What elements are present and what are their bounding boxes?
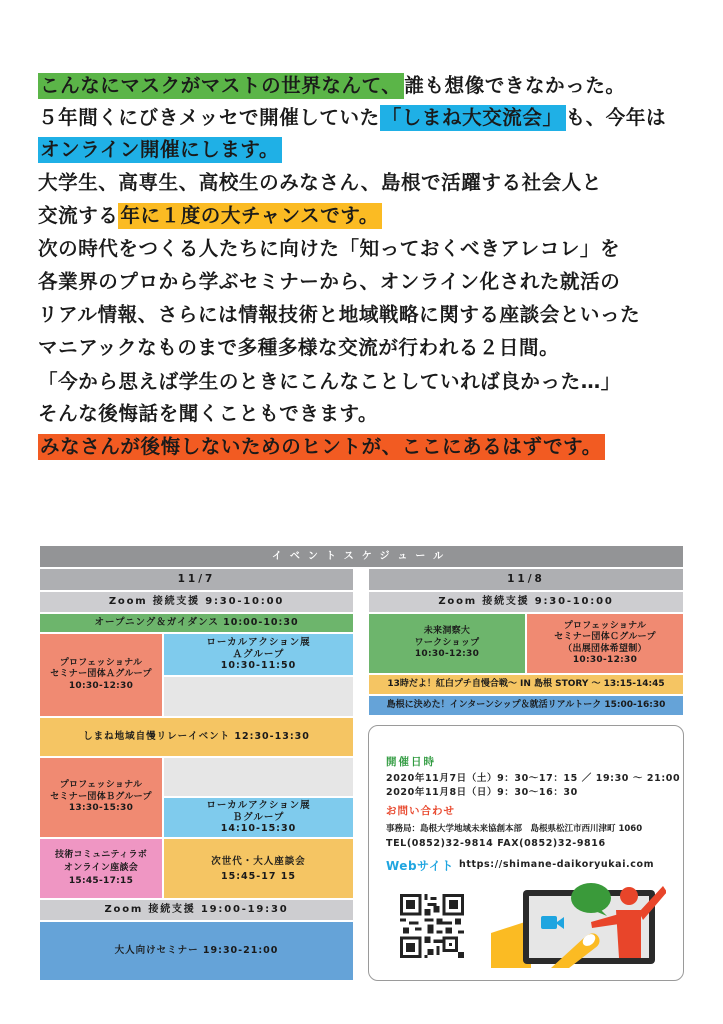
- day1-relay-event: しまね地域自慢リレーイベント 12:30-13:30: [40, 718, 353, 756]
- day1-next-gen-talk: 次世代・大人座談会 15:45-17 15: [164, 839, 353, 898]
- day1-adult-seminar: 大人向けセミナー 19:30-21:00: [40, 922, 353, 980]
- day1-tech-community: 技術コミュニティラボ オンライン座談会 15:45-17:15: [40, 839, 162, 898]
- highlight-yellow: 年に１度の大チャンスです。: [118, 203, 382, 229]
- intro-line-1: こんなにマスクがマストの世界なんて、 誰も想像できなかった。: [40, 74, 626, 97]
- intro-line-6: 次の時代をつくる人たちに向けた「知っておくべきアレコレ」を: [38, 237, 621, 260]
- day1-empty-slot-2: [164, 758, 353, 796]
- intro-line-12: [38, 434, 605, 460]
- day1-pro-seminar-b: プロフェッショナル セミナー団体Ｂグループ 13:30-15:30: [40, 758, 162, 837]
- day2-date: 11/8: [369, 569, 683, 590]
- day1-local-action-b: ローカルアクション展 Ｂグループ 14:10-15:30: [164, 798, 353, 837]
- contact-heading: お問い合わせ: [386, 805, 455, 817]
- intro-line-3: [38, 137, 282, 163]
- intro-line-5: 交流する 年に１度の大チャンスです。: [38, 203, 382, 229]
- phone-fax: TEL(0852)32-9814 FAX(0852)32-9816: [386, 838, 606, 849]
- intro-line-11: そんな後悔話を聞くこともできます。: [38, 402, 379, 425]
- dates-heading: 開催日時: [386, 756, 436, 768]
- day2-red-white-contest: 13時だよ！紅白プチ自慢合戦～ IN 島根 STORY ～ 13:15-14:45: [369, 675, 683, 694]
- office-address: 事務局：島根大学地域未来協創本部 島根県松江市西川津町 1060: [386, 824, 643, 834]
- intro-line-2: ５年間くにびきメッセで開催していた 「しまね大交流会」 も、今年は: [38, 106, 667, 129]
- day2-internship-talk: 島根に決めた！インターンシップ＆就活リアルトーク 15:00-16:30: [369, 696, 683, 715]
- intro-line-10: 「今から思えば学生のときにこんなことしていれば良かった…」: [38, 370, 621, 393]
- intro-line-9: マニアックなものまで多種多様な交流が行われる２日間。: [38, 336, 560, 359]
- day2-future-workshop: 未来洞察大 ワークショップ 10:30-12:30: [369, 614, 525, 673]
- web-url[interactable]: https://shimane-daikoryukai.com: [459, 859, 655, 870]
- day1-pro-seminar-a: プロフェッショナル セミナー団体Ａグループ 10:30-12:30: [40, 634, 162, 716]
- schedule-title: イベントスケジュール: [40, 546, 683, 567]
- day1-empty-slot-1: [164, 677, 353, 716]
- highlight-blue: 「しまね大交流会」: [380, 105, 566, 131]
- day1-local-action-a: ローカルアクション展 Ａグループ 10:30-11:50: [164, 634, 353, 675]
- day1-zoom-support-evening: Zoom 接続支援 19:00-19:30: [40, 900, 353, 920]
- intro-line-7: 各業界のプロから学ぶセミナーから、オンライン化された就活の: [38, 270, 621, 293]
- online-meeting-illustration: [491, 878, 666, 968]
- intro-line-4: 大学生、高専生、高校生のみなさん、島根で活躍する社会人と: [38, 171, 602, 194]
- date-day2: 2020年11月8日（日）9：30～16：30: [386, 787, 578, 798]
- day2-pro-seminar-c: プロフェッショナル セミナー団体Ｃグループ （出展団体希望制） 10:30-12:30: [527, 614, 683, 673]
- day2-zoom-support-morning: Zoom 接続支援 9:30-10:00: [369, 592, 683, 612]
- highlight-green: こんなにマスクがマストの世界なんて、: [38, 73, 404, 99]
- highlight-blue: オンライン開催にします。: [38, 137, 282, 163]
- intro-line-8: リアル情報、さらには情報技術と地域戦略に関する座談会といった: [38, 303, 641, 326]
- qr-code-icon[interactable]: [399, 894, 465, 958]
- day1-date: 11/7: [40, 569, 353, 590]
- highlight-orange: みなさんが後悔しないためのヒントが、ここにあるはずです。: [38, 434, 605, 460]
- date-day1: 2020年11月7日（土）9：30～17：15 ／ 19:30 ～ 21:00: [386, 773, 681, 784]
- day1-zoom-support-morning: Zoom 接続支援 9:30-10:00: [40, 592, 353, 612]
- info-box: [368, 725, 684, 981]
- web-label: Webサイト: [386, 859, 454, 873]
- day1-opening: オープニング＆ガイダンス 10:00-10:30: [40, 614, 353, 632]
